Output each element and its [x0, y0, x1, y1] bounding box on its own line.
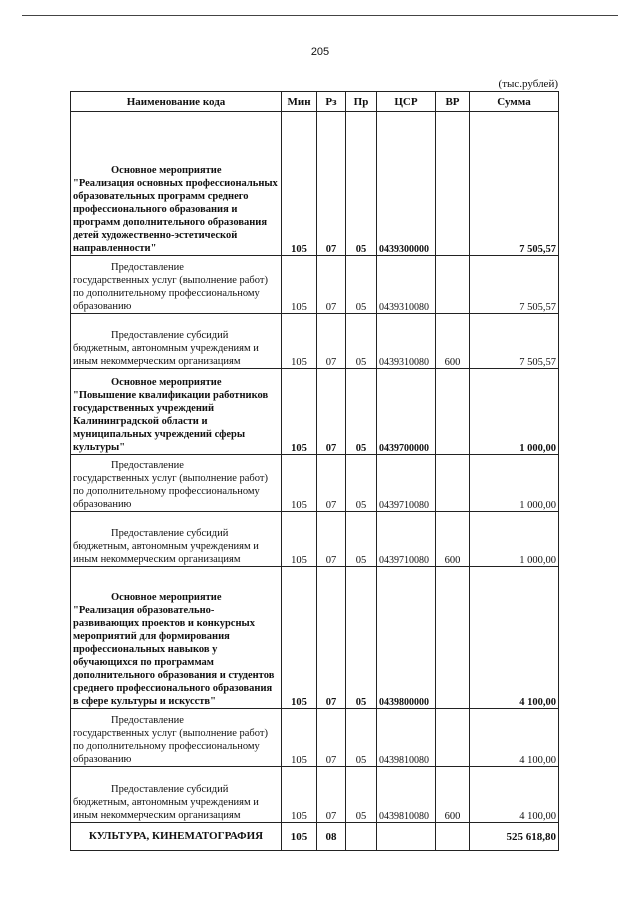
- row-rz: 07: [317, 369, 346, 455]
- row-sum: 7 505,57: [470, 314, 559, 369]
- table-row: [71, 767, 559, 823]
- table-row: [71, 369, 559, 455]
- row-rz: 07: [317, 709, 346, 767]
- table-header: [71, 92, 559, 112]
- row-min: 105: [282, 314, 317, 369]
- header-rz: Рз: [317, 92, 346, 112]
- row-pr: 05: [346, 512, 377, 567]
- row-csr: 0439310080: [377, 314, 436, 369]
- row-sum: 1 000,00: [470, 512, 559, 567]
- table-row: [71, 314, 559, 369]
- total-csr: [377, 823, 436, 851]
- row-name: Предоставление государственных услуг (выполнение работ) по дополнительному профессиональному образованию: [71, 455, 282, 512]
- row-min: 105: [282, 112, 317, 256]
- total-min: 105: [282, 823, 317, 851]
- row-sum: 1 000,00: [470, 455, 559, 512]
- row-csr: 0439300000: [377, 112, 436, 256]
- total-sum: 525 618,80: [470, 823, 559, 851]
- row-pr: 05: [346, 455, 377, 512]
- row-name: Предоставление государственных услуг (выполнение работ) по дополнительному профессиональному образованию: [71, 256, 282, 314]
- row-sum: 1 000,00: [470, 369, 559, 455]
- header-sum: Сумма: [470, 92, 559, 112]
- row-min: 105: [282, 256, 317, 314]
- row-vr: 600: [436, 314, 470, 369]
- row-name: Предоставление субсидий бюджетным, автономным учреждениям и иным некоммерческим организациям: [71, 314, 282, 369]
- table-row-total: [71, 823, 559, 851]
- row-rz: 07: [317, 512, 346, 567]
- table-row: [71, 112, 559, 256]
- row-rz: 07: [317, 112, 346, 256]
- row-min: 105: [282, 455, 317, 512]
- row-vr: 600: [436, 512, 470, 567]
- row-min: 105: [282, 709, 317, 767]
- row-rz: 07: [317, 455, 346, 512]
- row-name: Предоставление государственных услуг (выполнение работ) по дополнительному профессиональному образованию: [71, 709, 282, 767]
- row-min: 105: [282, 369, 317, 455]
- row-sum: 7 505,57: [470, 256, 559, 314]
- row-name: Предоставление субсидий бюджетным, автономным учреждениям и иным некоммерческим организациям: [71, 512, 282, 567]
- header-min: Мин: [282, 92, 317, 112]
- row-csr: 0439700000: [377, 369, 436, 455]
- row-pr: 05: [346, 256, 377, 314]
- row-min: 105: [282, 767, 317, 823]
- row-pr: 05: [346, 767, 377, 823]
- row-pr: 05: [346, 709, 377, 767]
- row-rz: 07: [317, 767, 346, 823]
- row-vr: [436, 709, 470, 767]
- row-rz: 07: [317, 567, 346, 709]
- row-name: Основное мероприятие "Реализация основных профессиональных образовательных программ среднего профессионального образования и программ дополнительного образования детей художественно-эстетической направленности": [71, 112, 282, 256]
- table-row: [71, 567, 559, 709]
- header-csr: ЦСР: [377, 92, 436, 112]
- row-sum: 4 100,00: [470, 767, 559, 823]
- row-rz: 07: [317, 314, 346, 369]
- top-rule: [22, 15, 618, 16]
- total-name: КУЛЬТУРА, КИНЕМАТОГРАФИЯ: [71, 823, 282, 851]
- row-name: Предоставление субсидий бюджетным, автономным учреждениям и иным некоммерческим организациям: [71, 767, 282, 823]
- header-vr: ВР: [436, 92, 470, 112]
- row-min: 105: [282, 567, 317, 709]
- total-rz: 08: [317, 823, 346, 851]
- row-vr: [436, 455, 470, 512]
- row-csr: 0439810080: [377, 709, 436, 767]
- row-pr: 05: [346, 567, 377, 709]
- row-name: Основное мероприятие "Реализация образовательно-развивающих проектов и конкурсных мероприятий для формирования профессиональных навыков у обучающихся по программам дополнительного образования и студентов среднего профессионального образования в сфере культуры и искусств": [71, 567, 282, 709]
- row-csr: 0439310080: [377, 256, 436, 314]
- row-name: Основное мероприятие "Повышение квалификации работников государственных учреждений Калининградской области и муниципальных учреждений сферы культуры": [71, 369, 282, 455]
- units-label: (тыс.рублей): [498, 78, 558, 90]
- row-csr: 0439710080: [377, 455, 436, 512]
- row-vr: [436, 256, 470, 314]
- row-sum: 7 505,57: [470, 112, 559, 256]
- budget-table: [70, 91, 559, 851]
- header-pr: Пр: [346, 92, 377, 112]
- table-row: [71, 455, 559, 512]
- table-row: [71, 709, 559, 767]
- table-row: [71, 512, 559, 567]
- row-csr: 0439800000: [377, 567, 436, 709]
- row-vr: [436, 567, 470, 709]
- row-csr: 0439810080: [377, 767, 436, 823]
- row-sum: 4 100,00: [470, 567, 559, 709]
- row-min: 105: [282, 512, 317, 567]
- total-vr: [436, 823, 470, 851]
- header-name: Наименование кода: [71, 92, 282, 112]
- page-number: 205: [310, 46, 330, 58]
- table-row: [71, 256, 559, 314]
- row-vr: 600: [436, 767, 470, 823]
- row-sum: 4 100,00: [470, 709, 559, 767]
- row-pr: 05: [346, 369, 377, 455]
- row-rz: 07: [317, 256, 346, 314]
- row-vr: [436, 369, 470, 455]
- row-pr: 05: [346, 314, 377, 369]
- row-pr: 05: [346, 112, 377, 256]
- total-pr: [346, 823, 377, 851]
- row-csr: 0439710080: [377, 512, 436, 567]
- row-vr: [436, 112, 470, 256]
